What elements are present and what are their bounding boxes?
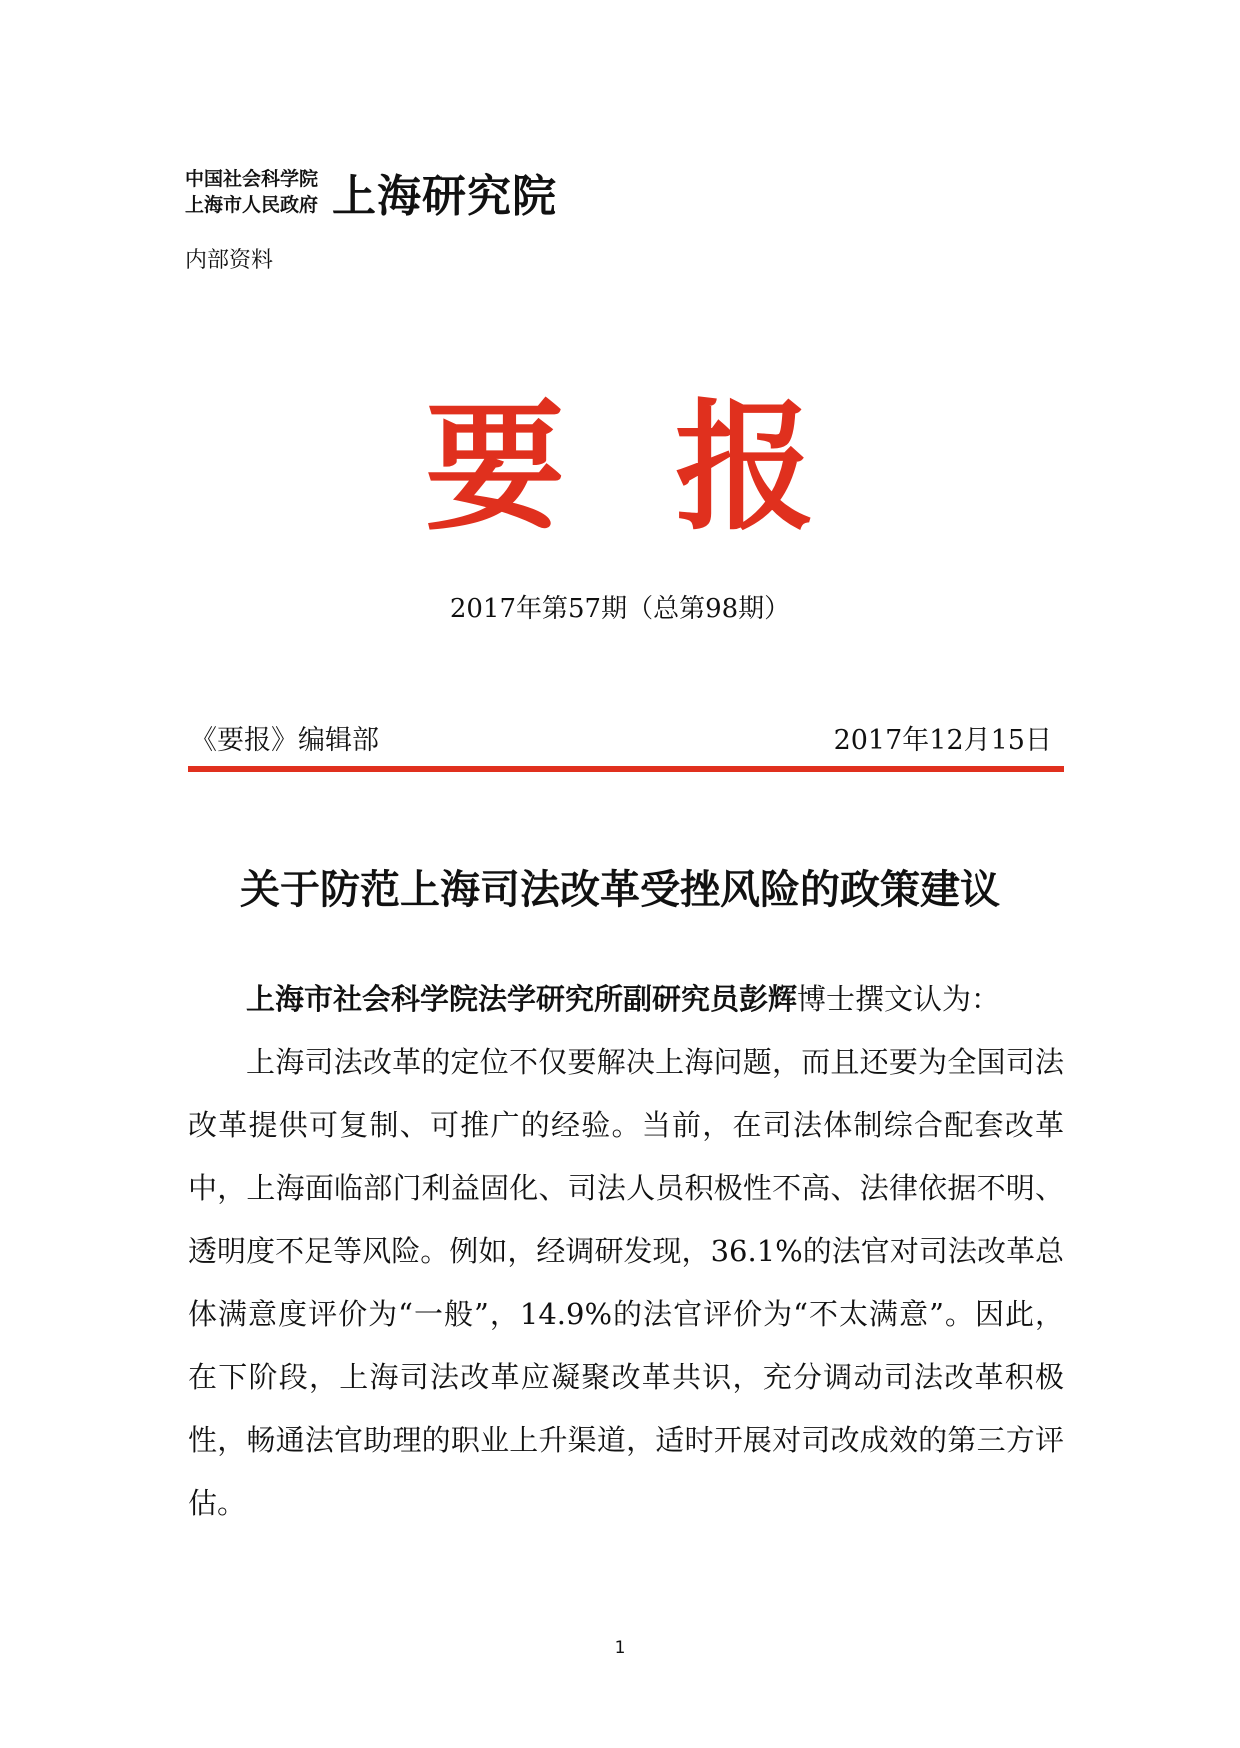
article-title: 关于防范上海司法改革受挫风险的政策建议 [240,866,1000,913]
masthead-title: 要报 [424,386,925,550]
red-divider [188,766,1064,772]
author-intro-rest: 博士撰文认为： [797,982,1001,1016]
publish-date: 2017年12月15日 [833,725,1052,756]
editorial-department: 《要报》编辑部 [190,725,379,756]
internal-label: 内部资料 [185,248,274,273]
author-intro: 上海市社会科学院法学研究所副研究员彭辉 [246,982,798,1016]
page-number: 1 [614,1638,626,1658]
institute-name: 上海研究院 [332,171,558,222]
parent-orgs [185,166,318,218]
main-paragraph: 上海司法改革的定位不仅要解决上海问题，而且还要为全国司法改革提供可复制、可推广的经验。当前，在司法体制综合配套改革中，上海面临部门利益固化、司法人员积极性不高、法律依据不明、透明度不足等风险。例如，经调研发现，36.1%的法官对司法改革总体满意度评价为“一般”，14.9%的法官评价为“不太满意”。因此，在下阶段，上海司法改革应凝聚改革共识，充分调动司法改革积极性，畅通法官助理的职业上升渠道，适时开展对司改成效的第三方评估。 [188,1045,1064,1520]
institute-header [185,160,557,224]
org-line-shanghai-gov: 上海市人民政府 [185,194,319,216]
org-line-cass: 中国社会科学院 [185,168,319,190]
issue-number: 2017年第57期（总第98期） [449,594,791,624]
article-body [188,968,1064,1535]
lead-paragraph [188,968,1064,1031]
